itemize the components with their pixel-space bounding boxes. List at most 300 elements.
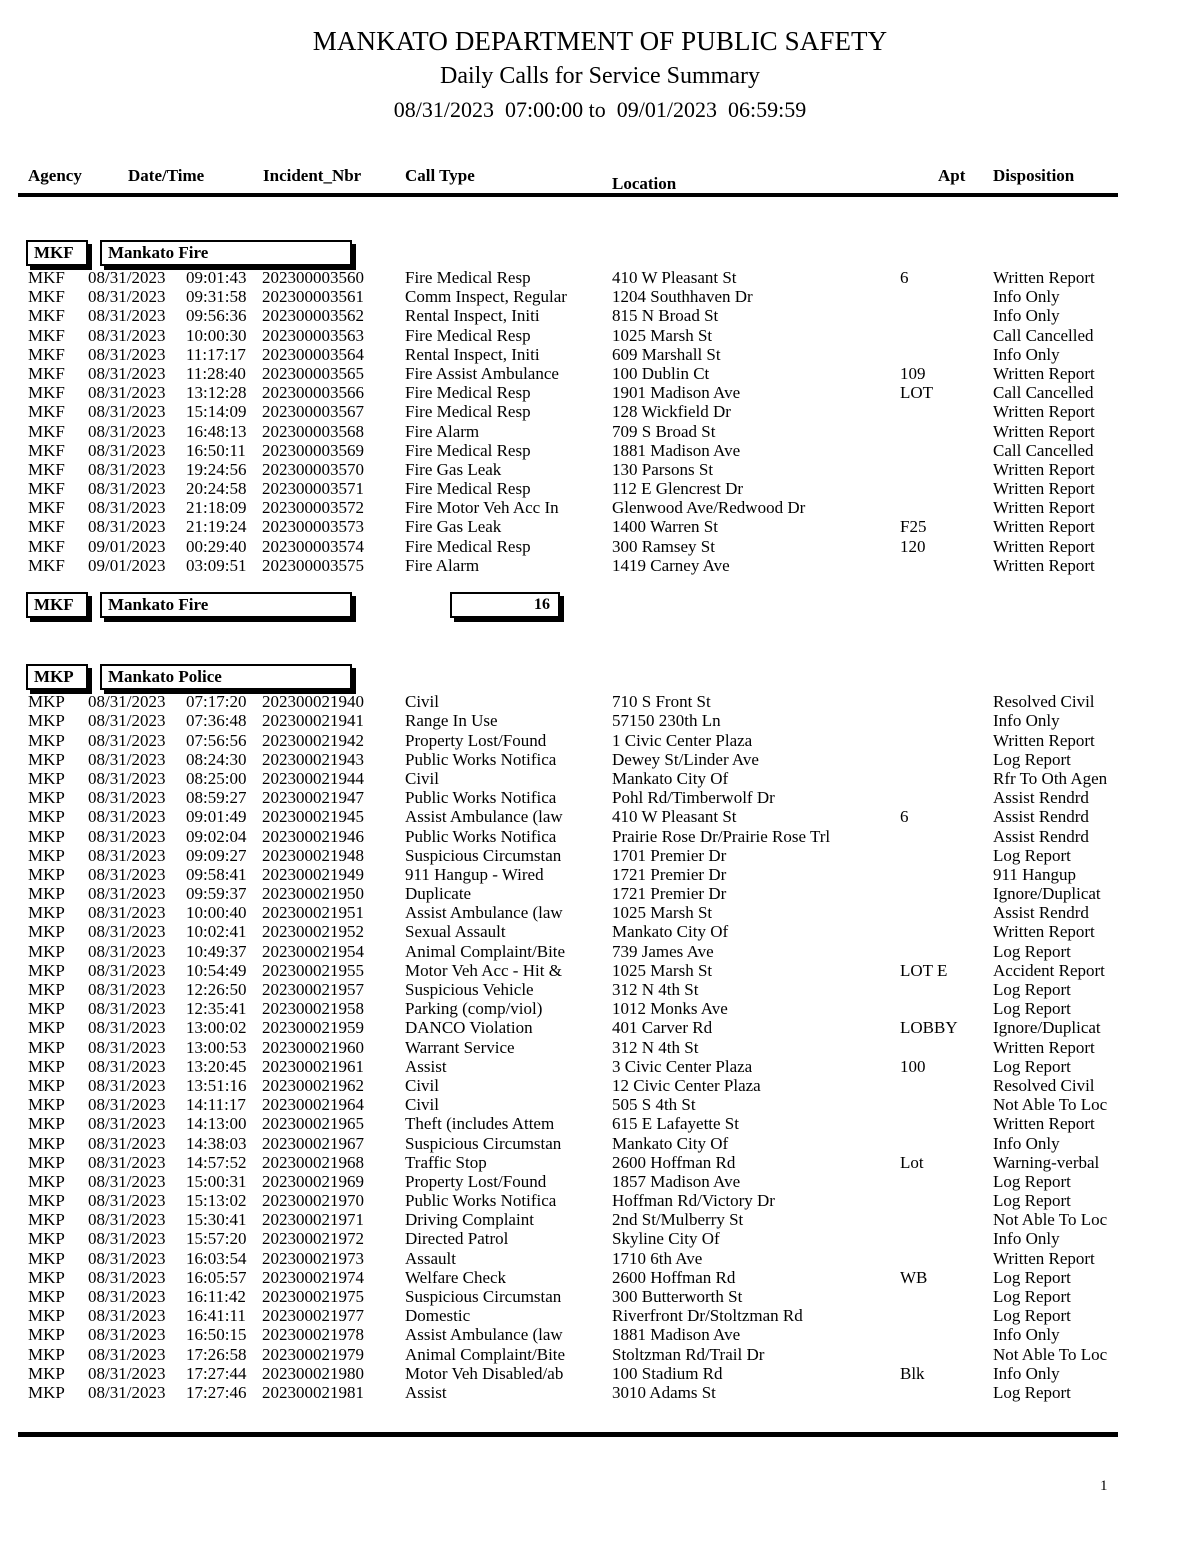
cell-location: 1025 Marsh St [612, 960, 713, 980]
cell-call-type: Assault [405, 1248, 456, 1268]
cell-call-type: Fire Medical Resp [405, 479, 531, 499]
cell-date: 08/31/2023 [88, 922, 166, 942]
cell-apt: WB [900, 1267, 928, 1287]
column-header-disposition: Disposition [993, 166, 1075, 185]
cell-location: 3 Civic Center Plaza [612, 1056, 753, 1076]
table-row [0, 537, 1200, 556]
table-row [0, 1134, 1200, 1153]
cell-date: 08/31/2023 [88, 692, 166, 712]
cell-agency: MKF [28, 498, 65, 518]
cell-call-type: Civil [405, 1075, 440, 1095]
cell-incident-nbr: 202300021979 [262, 1344, 364, 1364]
cell-location: 100 Dublin Ct [612, 363, 710, 383]
cell-date: 08/31/2023 [88, 287, 166, 307]
cell-incident-nbr: 202300021955 [262, 960, 364, 980]
cell-disposition: Written Report [993, 402, 1095, 422]
agency-name-box: Mankato Fire [100, 240, 352, 266]
cell-apt: LOT [900, 383, 934, 403]
cell-agency: MKP [28, 711, 65, 731]
cell-time: 13:51:16 [186, 1075, 247, 1095]
cell-date: 08/31/2023 [88, 1114, 166, 1134]
cell-incident-nbr: 202300021949 [262, 864, 364, 884]
cell-location: 709 S Broad St [612, 421, 716, 441]
cell-time: 15:30:41 [186, 1210, 247, 1230]
cell-call-type: Domestic [405, 1306, 471, 1326]
cell-disposition: Assist Rendrd [993, 788, 1089, 808]
cell-date: 08/31/2023 [88, 1152, 166, 1172]
table-row [0, 769, 1200, 788]
agency-name-box: Mankato Police [100, 664, 352, 690]
cell-incident-nbr: 202300021947 [262, 788, 364, 808]
call-rows [0, 268, 1200, 575]
page-number: 1 [1100, 1478, 1108, 1494]
cell-time: 13:00:02 [186, 1018, 247, 1038]
cell-date: 08/31/2023 [88, 268, 166, 287]
cell-date: 08/31/2023 [88, 1267, 166, 1287]
cell-time: 09:58:41 [186, 864, 247, 884]
cell-disposition: Info Only [993, 1325, 1060, 1345]
cell-location: Hoffman Rd/Victory Dr [612, 1191, 775, 1211]
table-row [0, 306, 1200, 325]
cell-call-type: Fire Alarm [405, 421, 480, 441]
cell-location: 1204 Southhaven Dr [612, 287, 753, 307]
cell-date: 08/31/2023 [88, 344, 166, 364]
table-row [0, 942, 1200, 961]
cell-disposition: Written Report [993, 922, 1095, 942]
cell-location: 312 N 4th St [612, 980, 699, 999]
cell-disposition: Written Report [993, 1037, 1095, 1057]
cell-disposition: Log Report [993, 1171, 1071, 1191]
cell-date: 08/31/2023 [88, 1325, 166, 1345]
cell-disposition: Info Only [993, 1363, 1060, 1383]
cell-apt: LOBBY [900, 1018, 958, 1038]
cell-incident-nbr: 202300021942 [262, 730, 364, 750]
cell-location: 2nd St/Mulberry St [612, 1210, 744, 1230]
cell-date: 08/31/2023 [88, 807, 166, 827]
cell-incident-nbr: 202300021977 [262, 1306, 364, 1326]
cell-disposition: Written Report [993, 479, 1095, 499]
cell-call-type: Assist Ambulance (law [405, 903, 563, 923]
cell-disposition: Written Report [993, 459, 1095, 479]
column-header-incident-nbr: Incident_Nbr [263, 166, 362, 185]
cell-call-type: Property Lost/Found [405, 1171, 547, 1191]
column-header-apt: Apt [938, 166, 966, 185]
cell-call-type: Fire Alarm [405, 555, 480, 575]
table-row [0, 1210, 1200, 1229]
cell-date: 08/31/2023 [88, 749, 166, 769]
cell-apt: 100 [900, 1056, 926, 1076]
cell-call-type: Warrant Service [405, 1037, 515, 1057]
table-row [0, 1153, 1200, 1172]
cell-call-type: Assist Ambulance (law [405, 1325, 563, 1345]
cell-disposition: Log Report [993, 1056, 1071, 1076]
table-row [0, 865, 1200, 884]
table-row [0, 556, 1200, 575]
agency-subtotal-row [0, 592, 1200, 618]
cell-call-type: Assist Ambulance (law [405, 807, 563, 827]
cell-date: 08/31/2023 [88, 383, 166, 403]
cell-time: 07:36:48 [186, 711, 247, 731]
cell-agency: MKP [28, 1018, 65, 1038]
cell-time: 14:13:00 [186, 1114, 247, 1134]
cell-incident-nbr: 202300003562 [262, 306, 364, 326]
table-row [0, 692, 1200, 711]
cell-disposition: Log Report [993, 941, 1071, 961]
cell-agency: MKF [28, 306, 65, 326]
cell-call-type: Fire Medical Resp [405, 440, 531, 460]
cell-disposition: Not Able To Loc [993, 1210, 1108, 1230]
cell-apt: Blk [900, 1363, 925, 1383]
cell-time: 07:17:20 [186, 692, 247, 712]
cell-time: 09:02:04 [186, 826, 247, 846]
cell-location: 2600 Hoffman Rd [612, 1152, 736, 1172]
report-date-range: 08/31/2023 07:00:00 to 09/01/2023 06:59:59 [393, 97, 807, 123]
cell-incident-nbr: 202300021957 [262, 980, 364, 999]
cell-incident-nbr: 202300003567 [262, 402, 364, 422]
table-row [0, 1057, 1200, 1076]
cell-location: Glenwood Ave/Redwood Dr [612, 498, 806, 518]
cell-call-type: Traffic Stop [405, 1152, 487, 1172]
cell-agency: MKP [28, 1171, 65, 1191]
cell-agency: MKF [28, 421, 65, 441]
cell-incident-nbr: 202300021944 [262, 768, 364, 788]
cell-call-type: Sexual Assault [405, 922, 506, 942]
page-title: MANKATO DEPARTMENT OF PUBLIC SAFETY [312, 26, 888, 56]
cell-disposition: Log Report [993, 1267, 1071, 1287]
cell-location: 1 Civic Center Plaza [612, 730, 753, 750]
cell-agency: MKP [28, 1248, 65, 1268]
cell-location: 1857 Madison Ave [612, 1171, 741, 1191]
cell-agency: MKP [28, 807, 65, 827]
cell-location: Stoltzman Rd/Trail Dr [612, 1344, 765, 1364]
cell-location: 410 W Pleasant St [612, 807, 737, 827]
cell-location: 1721 Premier Dr [612, 884, 727, 904]
cell-disposition: Written Report [993, 498, 1095, 518]
cell-location: 2600 Hoffman Rd [612, 1267, 736, 1287]
cell-disposition: Written Report [993, 421, 1095, 441]
cell-incident-nbr: 202300021965 [262, 1114, 364, 1134]
cell-disposition: Log Report [993, 1306, 1071, 1326]
cell-location: 815 N Broad St [612, 306, 719, 326]
cell-call-type: Fire Gas Leak [405, 517, 502, 537]
cell-agency: MKP [28, 1287, 65, 1306]
cell-agency: MKP [28, 1363, 65, 1383]
cell-location: 1701 Premier Dr [612, 845, 727, 865]
cell-time: 19:24:56 [186, 459, 247, 479]
cell-incident-nbr: 202300021969 [262, 1171, 364, 1191]
cell-disposition: 911 Hangup [993, 864, 1076, 884]
cell-date: 08/31/2023 [88, 421, 166, 441]
cell-incident-nbr: 202300003574 [262, 536, 364, 556]
cell-location: 1721 Premier Dr [612, 864, 727, 884]
cell-agency: MKP [28, 980, 65, 999]
cell-incident-nbr: 202300003564 [262, 344, 364, 364]
table-row [0, 1383, 1200, 1402]
cell-disposition: Written Report [993, 517, 1095, 537]
cell-agency: MKP [28, 903, 65, 923]
cell-incident-nbr: 202300021971 [262, 1210, 364, 1230]
cell-date: 08/31/2023 [88, 711, 166, 731]
cell-incident-nbr: 202300021948 [262, 845, 364, 865]
cell-agency: MKF [28, 287, 65, 307]
cell-incident-nbr: 202300021980 [262, 1363, 364, 1383]
cell-call-type: Suspicious Circumstan [405, 845, 562, 865]
cell-location: 1901 Madison Ave [612, 383, 741, 403]
cell-incident-nbr: 202300003560 [262, 268, 364, 287]
cell-location: 128 Wickfield Dr [612, 402, 731, 422]
cell-incident-nbr: 202300003573 [262, 517, 364, 537]
table-row [0, 326, 1200, 345]
cell-agency: MKF [28, 402, 65, 422]
table-row [0, 268, 1200, 287]
table-row [0, 903, 1200, 922]
cell-agency: MKP [28, 788, 65, 808]
cell-disposition: Info Only [993, 306, 1060, 326]
column-header-location: Location [612, 174, 677, 193]
cell-date: 08/31/2023 [88, 498, 166, 518]
subtotal-agency-code-box: MKF [26, 592, 88, 618]
cell-location: 300 Butterworth St [612, 1287, 743, 1306]
cell-call-type: Civil [405, 768, 440, 788]
cell-time: 13:12:28 [186, 383, 247, 403]
cell-date: 08/31/2023 [88, 459, 166, 479]
cell-call-type: Range In Use [405, 711, 498, 731]
cell-apt: LOT E [900, 960, 948, 980]
cell-location: 609 Marshall St [612, 344, 721, 364]
cell-date: 08/31/2023 [88, 1210, 166, 1230]
cell-apt: 6 [900, 268, 909, 287]
cell-date: 08/31/2023 [88, 402, 166, 422]
table-row [0, 788, 1200, 807]
cell-agency: MKP [28, 826, 65, 846]
cell-agency: MKP [28, 768, 65, 788]
cell-time: 15:57:20 [186, 1229, 247, 1249]
cell-date: 08/31/2023 [88, 306, 166, 326]
table-row [0, 498, 1200, 517]
cell-incident-nbr: 202300003563 [262, 325, 364, 345]
cell-call-type: Public Works Notifica [405, 788, 557, 808]
cell-call-type: Motor Veh Disabled/ab [405, 1363, 564, 1383]
cell-disposition: Written Report [993, 730, 1095, 750]
cell-location: Dewey St/Linder Ave [612, 749, 759, 769]
cell-call-type: Fire Assist Ambulance [405, 363, 559, 383]
cell-incident-nbr: 202300003566 [262, 383, 364, 403]
cell-location: 12 Civic Center Plaza [612, 1075, 761, 1095]
cell-disposition: Written Report [993, 555, 1095, 575]
cell-date: 08/31/2023 [88, 884, 166, 904]
cell-agency: MKP [28, 1306, 65, 1326]
agency-code-box: MKP [26, 664, 88, 690]
subtotal-agency-name-box: Mankato Fire [100, 592, 352, 618]
cell-agency: MKF [28, 440, 65, 460]
report-title-block [0, 0, 1200, 125]
cell-time: 16:05:57 [186, 1267, 247, 1287]
cell-call-type: Rental Inspect, Initi [405, 344, 540, 364]
cell-date: 08/31/2023 [88, 1171, 166, 1191]
cell-call-type: Motor Veh Acc - Hit & [405, 960, 562, 980]
cell-date: 08/31/2023 [88, 1133, 166, 1153]
cell-agency: MKP [28, 864, 65, 884]
cell-apt: 6 [900, 807, 909, 827]
cell-incident-nbr: 202300003561 [262, 287, 364, 307]
table-row [0, 1249, 1200, 1268]
cell-location: 1012 Monks Ave [612, 999, 728, 1019]
cell-time: 10:02:41 [186, 922, 247, 942]
table-row [0, 1076, 1200, 1095]
cell-call-type: Public Works Notifica [405, 826, 557, 846]
table-row [0, 441, 1200, 460]
cell-call-type: Civil [405, 1095, 440, 1115]
cell-agency: MKP [28, 1152, 65, 1172]
cell-agency: MKP [28, 1114, 65, 1134]
cell-incident-nbr: 202300021958 [262, 999, 364, 1019]
cell-time: 21:18:09 [186, 498, 247, 518]
cell-call-type: Assist [405, 1382, 447, 1402]
cell-time: 12:26:50 [186, 980, 247, 999]
cell-time: 03:09:51 [186, 555, 247, 575]
table-row [0, 1191, 1200, 1210]
cell-date: 08/31/2023 [88, 1363, 166, 1383]
cell-incident-nbr: 202300003569 [262, 440, 364, 460]
cell-date: 08/31/2023 [88, 1382, 166, 1402]
cell-agency: MKP [28, 884, 65, 904]
table-row [0, 517, 1200, 536]
cell-incident-nbr: 202300021967 [262, 1133, 364, 1153]
table-row [0, 1172, 1200, 1191]
cell-incident-nbr: 202300021978 [262, 1325, 364, 1345]
cell-location: 410 W Pleasant St [612, 268, 737, 287]
cell-time: 10:54:49 [186, 960, 247, 980]
cell-location: 1025 Marsh St [612, 325, 713, 345]
report-subtitle: Daily Calls for Service Summary [440, 62, 760, 89]
cell-disposition: Written Report [993, 1248, 1095, 1268]
cell-date: 08/31/2023 [88, 788, 166, 808]
cell-disposition: Not Able To Loc [993, 1344, 1108, 1364]
cell-agency: MKP [28, 730, 65, 750]
table-row [0, 1364, 1200, 1383]
cell-call-type: Fire Gas Leak [405, 459, 502, 479]
cell-location: 300 Ramsey St [612, 536, 715, 556]
cell-incident-nbr: 202300021952 [262, 922, 364, 942]
cell-call-type: DANCO Violation [405, 1018, 533, 1038]
cell-location: 1881 Madison Ave [612, 440, 741, 460]
cell-location: 1881 Madison Ave [612, 1325, 741, 1345]
cell-incident-nbr: 202300021940 [262, 692, 364, 712]
cell-call-type: Animal Complaint/Bite [405, 1344, 566, 1364]
table-row [0, 1114, 1200, 1133]
cell-disposition: Info Only [993, 344, 1060, 364]
cell-time: 20:24:58 [186, 479, 247, 499]
agency-code-box: MKF [26, 240, 88, 266]
cell-incident-nbr: 202300021973 [262, 1248, 364, 1268]
cell-agency: MKP [28, 1133, 65, 1153]
cell-disposition: Written Report [993, 536, 1095, 556]
cell-incident-nbr: 202300021972 [262, 1229, 364, 1249]
cell-agency: MKF [28, 344, 65, 364]
column-header-agency: Agency [28, 166, 82, 185]
cell-location: Pohl Rd/Timberwolf Dr [612, 788, 775, 808]
cell-time: 07:56:56 [186, 730, 247, 750]
cell-time: 10:00:40 [186, 903, 247, 923]
cell-disposition: Resolved Civil [993, 1075, 1095, 1095]
cell-date: 08/31/2023 [88, 903, 166, 923]
cell-location: 505 S 4th St [612, 1095, 696, 1115]
cell-date: 08/31/2023 [88, 826, 166, 846]
cell-time: 09:56:36 [186, 306, 247, 326]
cell-date: 08/31/2023 [88, 980, 166, 999]
cell-location: 1419 Carney Ave [612, 555, 730, 575]
cell-disposition: Call Cancelled [993, 440, 1094, 460]
table-row [0, 1325, 1200, 1344]
cell-incident-nbr: 202300021954 [262, 941, 364, 961]
cell-date: 08/31/2023 [88, 325, 166, 345]
cell-date: 08/31/2023 [88, 999, 166, 1019]
cell-date: 08/31/2023 [88, 1287, 166, 1306]
cell-disposition: Log Report [993, 980, 1071, 999]
cell-apt: F25 [900, 517, 927, 537]
cell-location: 710 S Front St [612, 692, 711, 712]
cell-time: 08:25:00 [186, 768, 247, 788]
cell-date: 08/31/2023 [88, 845, 166, 865]
cell-location: Mankato City Of [612, 768, 729, 788]
cell-disposition: Assist Rendrd [993, 903, 1089, 923]
cell-location: Mankato City Of [612, 922, 729, 942]
cell-disposition: Rfr To Oth Agen [993, 768, 1108, 788]
cell-incident-nbr: 202300021945 [262, 807, 364, 827]
cell-incident-nbr: 202300021962 [262, 1075, 364, 1095]
cell-disposition: Log Report [993, 1382, 1071, 1402]
cell-incident-nbr: 202300021975 [262, 1287, 364, 1306]
cell-time: 16:50:11 [186, 440, 246, 460]
cell-location: Riverfront Dr/Stoltzman Rd [612, 1306, 803, 1326]
table-row [0, 846, 1200, 865]
cell-call-type: Duplicate [405, 884, 472, 904]
table-row [0, 1229, 1200, 1248]
cell-time: 17:27:44 [186, 1363, 247, 1383]
cell-date: 08/31/2023 [88, 864, 166, 884]
cell-time: 16:48:13 [186, 421, 247, 441]
cell-time: 12:35:41 [186, 999, 247, 1019]
cell-agency: MKP [28, 1267, 65, 1287]
cell-incident-nbr: 202300003575 [262, 555, 364, 575]
cell-disposition: Written Report [993, 1114, 1095, 1134]
cell-call-type: Suspicious Vehicle [405, 980, 534, 999]
cell-location: 112 E Glencrest Dr [612, 479, 744, 499]
table-row [0, 711, 1200, 730]
cell-location: Skyline City Of [612, 1229, 720, 1249]
cell-call-type: Directed Patrol [405, 1229, 509, 1249]
cell-time: 14:11:17 [186, 1095, 246, 1115]
table-row [0, 922, 1200, 941]
cell-incident-nbr: 202300021961 [262, 1056, 364, 1076]
table-row [0, 980, 1200, 999]
cell-call-type: Civil [405, 692, 440, 712]
cell-agency: MKF [28, 383, 65, 403]
table-row [0, 1018, 1200, 1037]
cell-incident-nbr: 202300021960 [262, 1037, 364, 1057]
cell-time: 09:01:43 [186, 268, 247, 287]
cell-call-type: Fire Medical Resp [405, 536, 531, 556]
cell-agency: MKP [28, 999, 65, 1019]
cell-call-type: Property Lost/Found [405, 730, 547, 750]
cell-disposition: Ignore/Duplicat [993, 884, 1101, 904]
cell-disposition: Log Report [993, 999, 1071, 1019]
cell-call-type: Driving Complaint [405, 1210, 534, 1230]
cell-time: 09:31:58 [186, 287, 247, 307]
cell-time: 15:14:09 [186, 402, 247, 422]
cell-date: 08/31/2023 [88, 1229, 166, 1249]
cell-location: 1025 Marsh St [612, 903, 713, 923]
